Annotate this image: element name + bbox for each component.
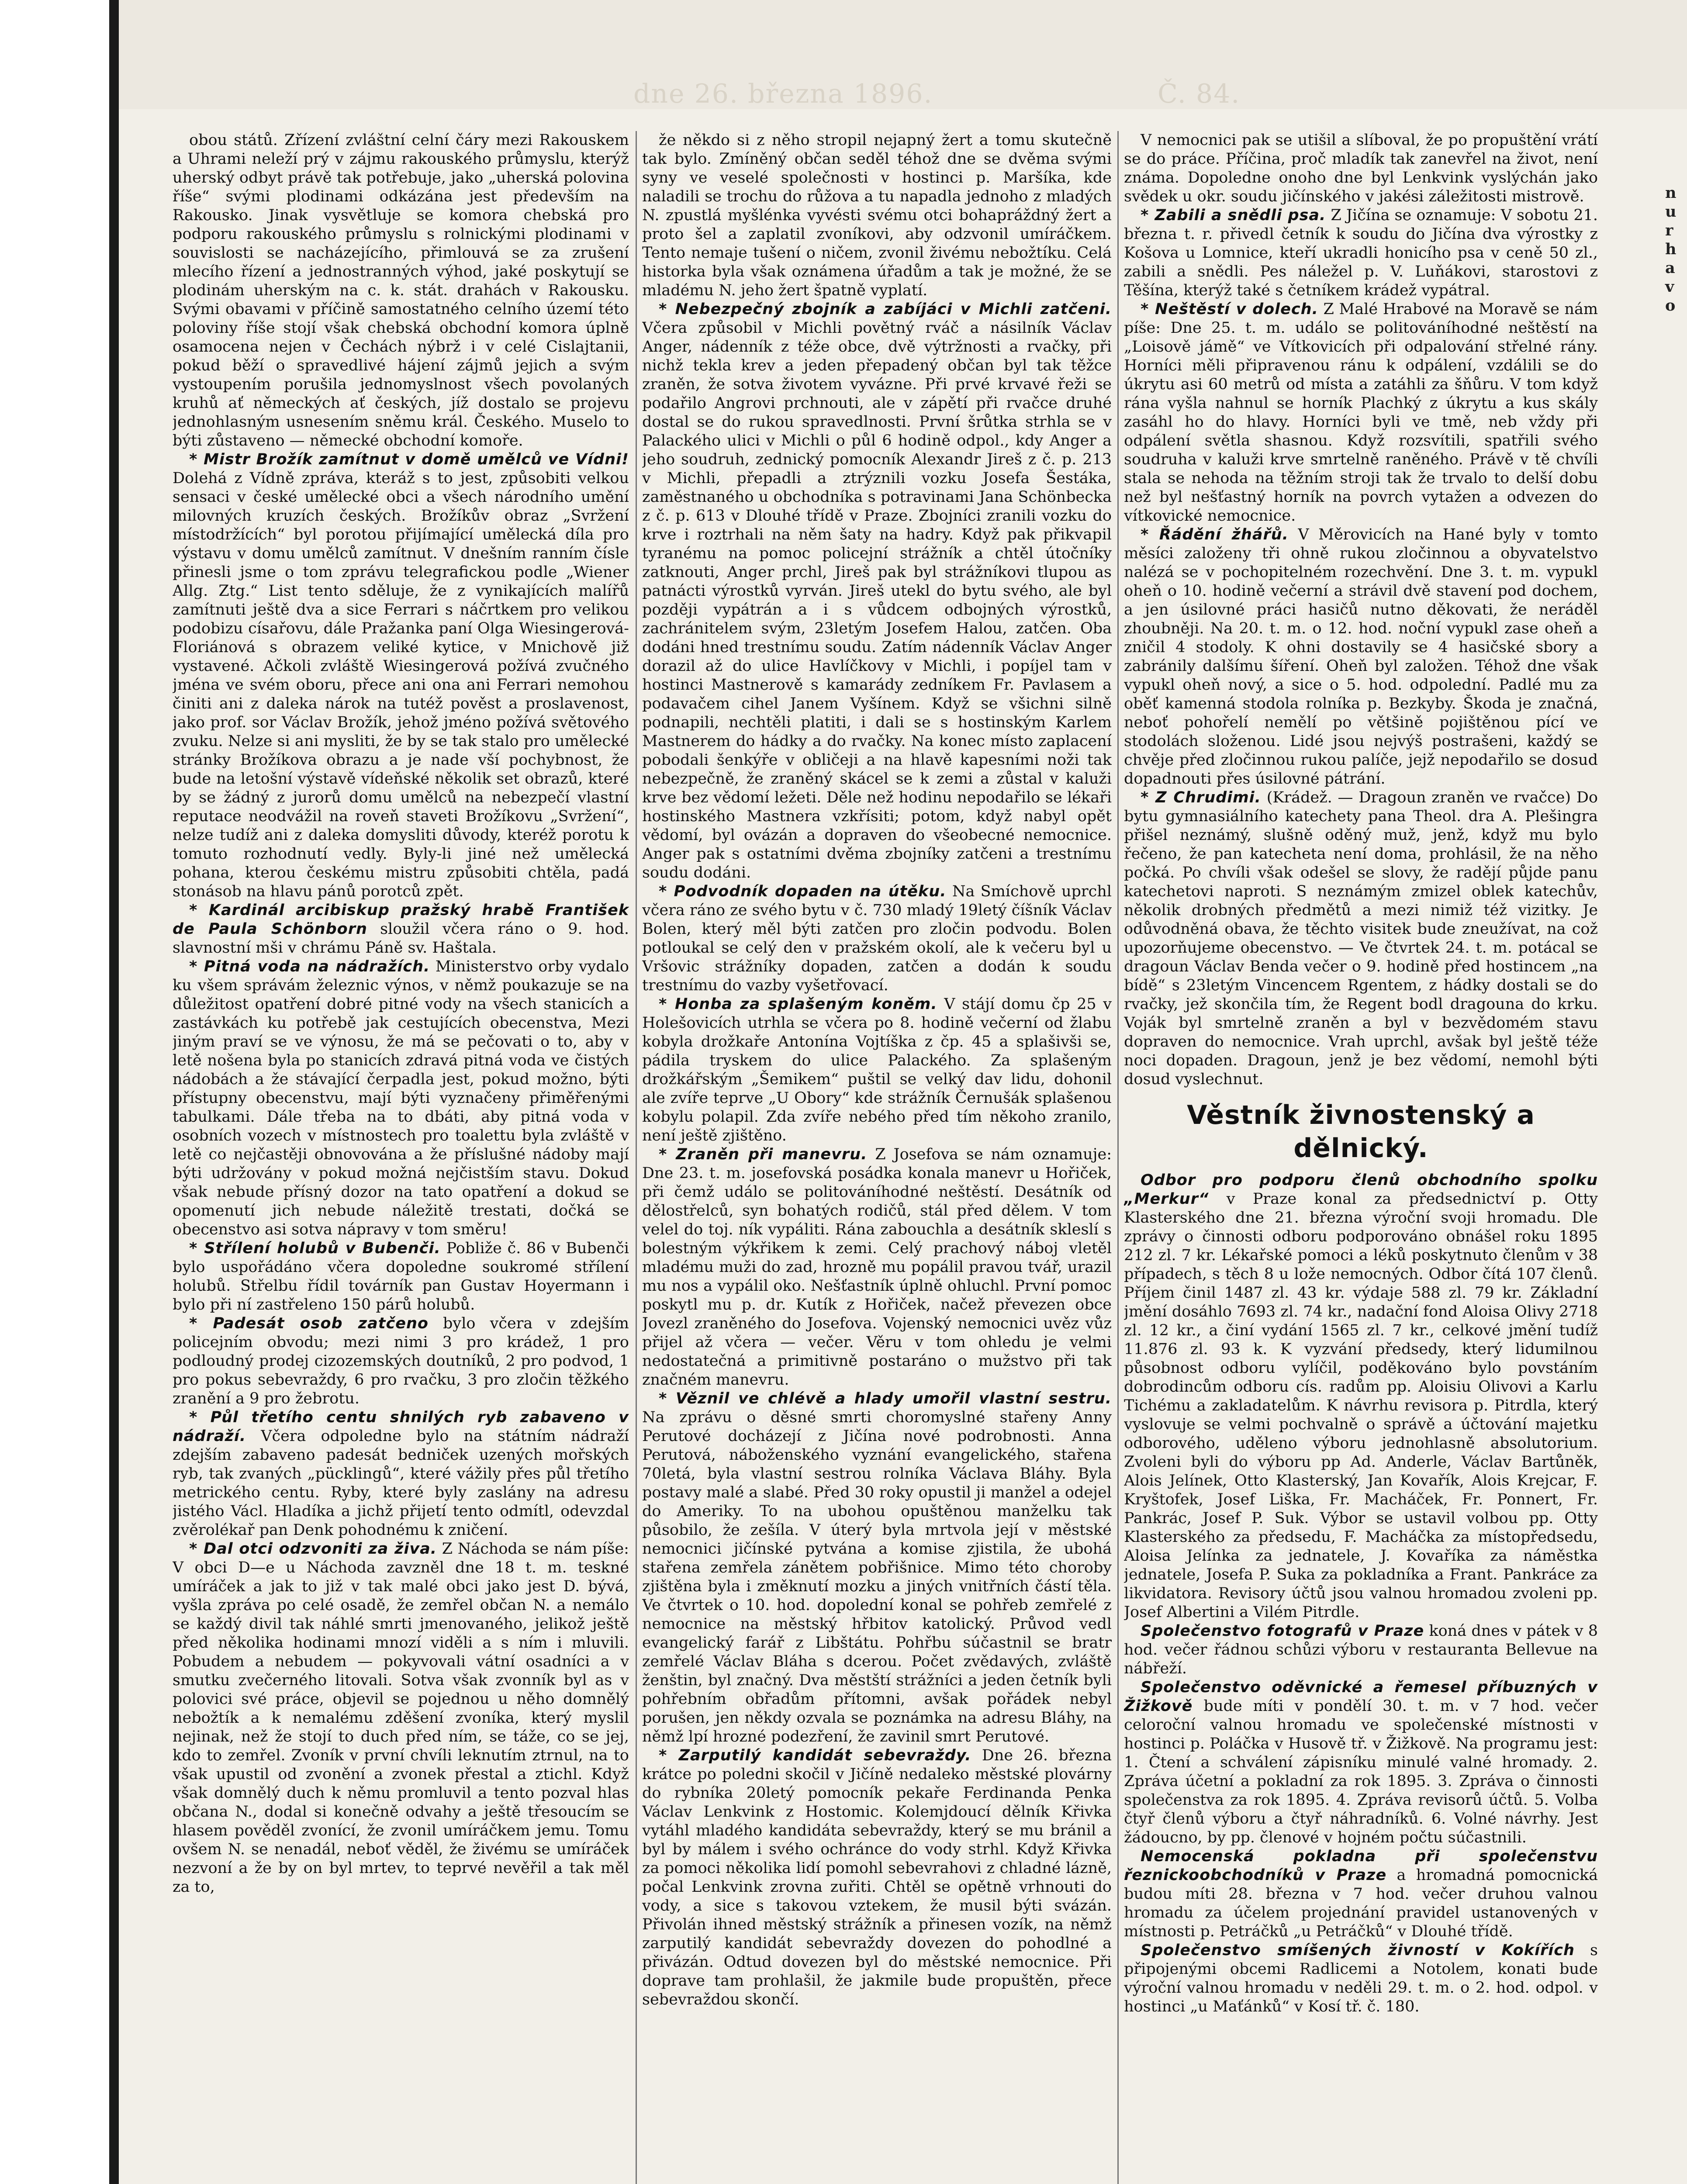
column-divider-2 (1117, 131, 1119, 2184)
news-column-3 (1124, 131, 1598, 2184)
article-paragraph (1124, 300, 1598, 525)
article-paragraph (642, 995, 1112, 1145)
cut-letter: r (1665, 221, 1673, 239)
article-text: Dne 26. března krátce po poledni skočil v Jičíně nedaleko městské plovárny do rybníka 20letý pomocník pekaře Ferdinanda Penka Václav Lenkvink z Hostomic. Kolemjdoucí dělník Křivka vytáhl mladého kandidáta sebevraždy, který se mu bránil a byl by málem i svého ochránce do vody strhl. Když Křivka za pomoci několika lidí pomohl sebevrahovi z chladné lázně, počal Lenkvink zrovna zuřiti. Chtěl se opětně vrhnouti do vody, a sice s takovou vztekem, že musil býti svázán. Přivolán ihned městský strážník a přinesen vozík, na němž zarputilý kandidát sebevraždy dovezen do pohodlné a přivázán. Odtud dovezen byl do městské nemocnice. Při doprave tam prohlašil, že jakmile bude propuštěn, přece sebevraždou skončí. (642, 1747, 1112, 2008)
article-headline: * Pitná voda na nádražích. (189, 958, 430, 975)
article-headline: * Zarputilý kandidát sebevraždy. (659, 1747, 971, 1764)
article-headline: * Nebezpečný zbojník a zabíjáci v Michli zatčeni. (659, 301, 1112, 318)
masthead-ghost-number: Č. 84. (1158, 79, 1241, 109)
article-text: koná dnes v pátek v 8 hod. večer řádnou schůzi výboru v restauranta Bellevue na nábřeží. (1124, 1622, 1598, 1677)
article-text: Z Josefova se nám oznamuje: Dne 23. t. m. josefovská posádka konala manevr u Hořiček, při čemž událo se politováníhodné neštěstí. Desátník od dělostřelců, syn bohatých rodičů, stál před dělem. V tom velel do toj. ník vypáliti. Rána zabouchla a desátník skleslí s bolestným výkřikem k zemi. Celý prachový náboj vletěl mladému muži do zad, hrozně mu popálil pravou tvář, urazil mu nos a vypálil oko. Nešťastník úplně ohluchl. První pomoc poskytl mu p. dr. Kutík z Hořiček, načež převezen obce Jovezl zraněného do Josefova. Vojenský nemocnici uvěz vůz přijel až včera — večer. Věru v tom ohledu je velmi nedostatečná a primitivně postaráno o mužstvo při tak značném manevru. (642, 1146, 1112, 1389)
article-headline: Nemocenská pokladna při společenstvu řeznickoobchodníků v Praze (1124, 1848, 1598, 1884)
article-paragraph (1124, 1678, 1598, 1847)
article-paragraph (173, 957, 629, 1239)
article-text: V Měrovicích na Hané byly v tomto měsíci založeny tři ohně rukou zločinnou a obyvatelstvo nalézá se v pochopitelném rozechvění. Dne 3. t. m. vypukl oheň o 10. hodině večerní a strávil dvě stavení pod dochem, a jen úsilovné práci hasičů nutno děkovati, že neráděl zhoubněji. Na 20. t. m. o 12. hod. noční vypukl zase oheň a zničil 4 stodoly. K ohni dostavily se 4 hasičské sbory a zabránily dalšímu šíření. Oheň byl založen. Téhož dne však vypukl oheň nový, a sice o 5. hod. odpolední. Padlé mu za oběť kamenná stodola rolníka p. Bezkyby. Škoda je značná, neboť pohořelí nemělí po většině pojištěnou pící ve stodolách složenou. Lidé jsou nejvýš postrašeni, každý se chvěje před zločinnou rukou palíče, jejž nepodařilo se dosud dopadnouti přes úsilovné pátrání. (1124, 526, 1598, 788)
page-spine-edge (109, 0, 119, 2184)
article-headline: * Z Chrudimi. (1141, 789, 1261, 806)
cut-letter: o (1665, 297, 1676, 314)
article-text: bylo včera v zdejším policejním obvodu; mezi nimi 3 pro krádež, 1 pro podloudný prodej cizozemských doutníků, 2 pro podvod, 1 pro pokus sebevraždy, 6 pro rvačku, 3 pro zločin těžkého zranění a 9 pro žebrotu. (173, 1315, 629, 1407)
section-title: Věstník živnostenský a dělnický. (1187, 1100, 1535, 1164)
article-paragraph (173, 1408, 629, 1540)
article-paragraph (642, 1389, 1112, 1746)
article-text: V nemocnici pak se utišil a slíboval, že po propuštění vrátí se do práce. Příčina, proč mladík tak zanevřel na život, není známa. Dopoledne onoho dne byl Lenkvink vyslýchán jako svědek u okr. soudu jičínského v jakési záležitosti mistrově. (1124, 131, 1598, 205)
article-text: Na zprávu o děsné smrti choromyslné stařeny Anny Perutové docházejí z Jičína nové podrobnosti. Anna Perutová, náboženského vyznání evangelického, stařena 70letá, byla vlastní sestrou rolníka Václava Bláhy. Byla postavy malé a slabé. Před 30 roky opustil ji manžel a odejel do Ameriky. To na ubohou opuštěnou manželku tak působilo, že zešíla. V úterý byla mrtvola její v městské nemocnici jičínské pytvána a komise zjistila, že ubohá stařena zemřela zánětem pobřišnice. Mimo této choroby zjištěna byla i změknutí mozku a jiných vnitřních částí těla. Ve čtvrtek o 10. hod. dopolední konal se pohřeb zemřelé z nemocnice na městský hřbitov katolický. Průvod vedl evangelický farář z Libštátu. Pohřbu súčastnil se bratr zemřelé Václav Bláha s dcerou. Počet zvědavých, zvláště ženštin, byl značný. Dva městští strážníci a jeden četník byli pohřebním obřadům přítomni, avšak pořádek nebyl porušen, jen někdy ozvala se poznámka na adresu Bláhy, na němž lpí hrozné podezření, že zavinil smrt Perutové. (642, 1409, 1112, 1745)
article-paragraph (1124, 1622, 1598, 1678)
cut-letter: u (1665, 203, 1677, 221)
article-text: že někdo si z něho stropil nejapný žert a tomu skutečně tak bylo. Zmíněný občan seděl téhož dne se dvěma svými syny ve veselé společnosti v hostinci p. Maršíka, kde naladili se trochu do růžova a tu napadla jednoho z mladých N. zpustlá myšlénka vyvésti svému otci bohapráždný žert a proto šel a zaplatil zvoníkovi, aby odzvonil umíráčkem. Tento nemaje tušení o ničem, zvonil živému nebožtíku. Celá historka byla však oznámena úřadům a tak je možné, že se mladému N. jeho žert špatně vyplatí. (642, 131, 1112, 299)
article-headline: * Neštěstí v dolech. (1141, 301, 1318, 318)
article-text: sloužil včera ráno o 9. hod. slavnostní mši v chrámu Páně sv. Haštala. (173, 920, 629, 957)
article-text: obou států. Zřízení zvláštní celní čáry mezi Rakouskem a Uhrami neleží prý v zájmu rakouského průmyslu, kterýž uherský odbyt právě tak potřebuje, jako „uherská polovina říše“ svými plodinami odkázána jest především na Rakousko. Jinak vysvětluje se komora chebská pro podporu rakouského průmyslu s rolnickými plodinami v souvislosti se nacházejícího, přimlouvá se za zrušení mlecího řízení a jednostranných výhod, jaké poskytují se plodinám uherským na c. k. stát. drahách v Rakousku. Svými obavami v příčině samostatného celního území této poloviny říše stojí však chebská obchodní komora úplně osamocena nejen v Čechách nýbrž i v celé Cislajtanii, pokud běží o spravedlivé hájení zájmů jejich a svým vystoupením porušila jednomyslnost všech povolaných kruhů ať německých ať českých, jíž dostalo se projevu jednohlasným usnesením sněmu král. Českého. Muselo to býti zůstaveno — německé obchodní komoře. (173, 131, 629, 449)
article-text: Ministerstvo orby vydalo ku všem správám železnic výnos, v němž poukazuje se na důležitost opatření dobré pitné vody na všech stanicích a zastávkách ku potřebě jak cestujících obecenstva, Mezi jiným praví se ve výnosu, že má se pečovati o to, aby v letě nošena byla po stanicích zdravá pitná voda ve čistých nádobách a že stávající čerpadla jest, pokud možno, býti přístupny obecenstvu, mají býti vyznačeny přiměřenými tabulkami. Dále třeba na to dbáti, aby pitná voda v osobních vozech v místnostech pro toalettu byla zvláště v letě co nejčastěji obnovována a že příslušné nádoby mají býti udržovány v pokud možná nejčistším stavu. Dokud však nebude přísný dozor na tato opatření a dokud se opomenutí jich nebude náležitě trestati, dočká se obecenstvo asi sotva nápravy v tom směru! (173, 958, 629, 1238)
article-headline: * Honba za splašeným koněm. (659, 995, 937, 1013)
article-headline: * Střílení holubů v Bubenči. (189, 1240, 441, 1257)
article-paragraph (1124, 131, 1598, 206)
cut-letter: a (1665, 259, 1675, 277)
article-text: Z Malé Hrabové na Moravě se nám píše: Dne 25. t. m. událo se politováníhodné neštěstí na „Loisově jámě“ ve Vítkovicích při odpalování střelné rány. Horníci měli připravenou ránu k odpálení, vzdálili se do úkrytu asi 60 metrů od místa a zatáhli za šňůru. V tom když rána vyšla nahnul se horník Plachký z úkrytu a kus skály zasáhl ho do hlavy. Horníci byli ve tmě, neb vždy při odpálení světla shasnou. Když rozsvítili, spatřili svého soudruha v kaluži krve smrtelně raněného. Právě v tě chvíli stala se nehoda na těžním stroji tak že trvalo to delší dobu než byl nešťastný horník na povrch vytažen a odvezen do vítkovické nemocnice. (1124, 301, 1598, 525)
article-text: v Praze konal za předsednictví p. Otty Klasterského dne 21. března výroční svoji hromadu. Dle zprávy o činnosti odboru podporováno obnášel roku 1895 212 zl. 7 kr. Lékařské pomoci a léků poskytnuto členům v 38 případech, s těch 8 u lože nemocných. Odbor čítá 107 členů. Příjem činil 1487 zl. 43 kr. výdaje 588 zl. 79 kr. Základní jmění dosáhlo 7693 zl. 74 kr., nadační fond Aloisa Olivy 2718 zl. 12 kr., a činí vydání 1565 zl. 7 kr., celkové jmění tudíž 11.876 zl. 93 k. K vyzvání předsedy, který lidumilnou působnost odboru vylíčil, poděkováno bylo povstáním dobrodincům odboru cís. radům pp. Aloisiu Olivovi a Karlu Tichému a zakladatelům. K návrhu revisora p. Pitrdla, který vyslovuje se velmi pochvalně o správě a účtování majetku odborového, uděleno výboru jednohlasně absolutorium. Zvoleni byli do výboru pp Ad. Anderle, Václav Bartůněk, Alois Jelínek, Otto Klasterský, Jan Kovařík, Alois Krejcar, F. Kryštofek, Josef Liška, Fr. Macháček, Fr. Ponnert, Fr. Pankrác, Josef P. Suk. Výbor se ustavil volbou pp. Otty Klasterského za předsedu, F. Macháčka za místopředsedu, Aloisa Jelínka za jednatele, J. Kovaříka za náměstka jednatele, Josefa P. Suka za pokladníka a Frant. Pankráce za likvidatora. Revisory účtů jsou valnou hromadou zvoleni pp. Josef Albertini a Vilém Pitrdle. (1124, 1190, 1598, 1621)
article-headline: Společenstvo fotografů v Praze (1141, 1622, 1424, 1640)
article-paragraph (1124, 1847, 1598, 1941)
article-text: Včera odpoledne bylo na státním nádraží zdejším zabaveno padesát bedniček uzených mořských ryb, tak zvaných „pücklingů“, které vážily přes půl třetího metrického centu. Ryby, které byly zaslány na adresu jistého Václ. Hladíka a jichž přijetí tento odmítl, odevzdal zvěrolékař pan Denk pohodnému k zničení. (173, 1427, 629, 1539)
article-text: Dolehá z Vídně zpráva, kteráž s to jest, způsobiti velkou sensaci v české umělecké obci a všech národního umění milovných kruzích českých. Brožíkův obraz „Svržení místodržících“ byl porotou přijímající umělecká díla pro výstavu v domu umělců zamítnut. V dnešním ranním čísle přinesli jsme o tom zprávu telegrafickou podle „Wiener Allg. Ztg.“ List tento sděluje, že z vynikajících malířů zamítnuti ještě dva a sice Ferrari s náčrtkem pro velikou podobizu císařovu, dále Pražanka paní Olga Wiesingerová-Floriánová s obrazem veliké kytice, v Mnichově již vystavené. Ačkoli zvláště Wiesingerová požívá zvučného jména ve svém oboru, přece ani ona ani Ferrari nemohou činiti ani z daleka nárok na tutéž pověst a proslavenost, jako prof. sor Václav Brožík, jehož jméno požívá světového zvuku. Nelze si ani mysliti, že by se tak stalo pro umělecké stránky Brožíkova obrazu a je nade vší pochybnost, že bude na letošní výstavě vídeňské několik set obrazů, které by se žádný z jurorů domu umělců na nebezpečí vlastní reputace neodvážil na roveň staveti Brožíkovu „Svržení“, nelze tudíž ani z daleka domysliti důvody, kteréž porotu k tomuto rozhodnutí vedly. Byly-li jiné než umělecká pohana, kterou českému mistru způsobiti chtěla, padá stonásob na hlavu pánů porotců zpět. (173, 470, 629, 900)
article-paragraph (173, 901, 629, 957)
article-paragraph (173, 450, 629, 901)
article-paragraph (1124, 206, 1598, 300)
article-paragraph (642, 131, 1112, 300)
article-headline: * Padesát osob zatčeno (189, 1315, 429, 1332)
article-headline: Společenstvo oděvnické a řemesel příbuzných v Žižkově (1124, 1679, 1598, 1715)
news-column-1 (173, 131, 629, 2184)
article-headline: * Půl třetího centu shnilých ryb zabaveno v nádraží. (173, 1409, 629, 1445)
article-headline: Společenstvo smíšených živností v Kokířích (1141, 1942, 1575, 1959)
article-headline: * Zabili a snědli psa. (1141, 207, 1326, 224)
article-text: Pobliže č. 86 v Bubenči bylo uspořádáno včera dopoledne soukromé střílení holubů. Střelbu řídil továrník pan Gustav Hoyermann i bylo při ní zastřeleno 150 párů holubů. (173, 1240, 629, 1313)
article-text: Na Smíchově uprchl včera ráno ze svého bytu v č. 730 mladý 19letý číšník Václav Bolen, který měl býti zatčen pro zločin podvodu. Bolen potloukal se celý den v pražském okolí, ale k večeru byl u Vršovic strážníky dopaden, zatčen a dodán k soudu trestnímu do vazby vyšetřovací. (642, 883, 1112, 994)
article-text: V stájí domu čp 25 v Holešovicích utrhla se včera po 8. hodině večerní od žlabu kobyla drožkaře Antonína Vojtíška z čp. 45 a splašivši se, pádila tryskem do ulice Palackého. Za splašeným drožkářským „Šemikem“ puštil se velký dav lidu, dohonil ale zvíře teprve „U Obory“ kde strážník Černušák splašenou kobylu polapil. Zda zvíře nebého před tím někoho zranilo, není ještě zjištěno. (642, 995, 1112, 1144)
article-paragraph (173, 131, 629, 450)
article-paragraph (642, 882, 1112, 995)
article-text: a hromadná pomocnická budou míti 28. března v 7 hod. večer druhou valnou hromadu za účelem projednání pravidel ustanovených v místnosti p. Petráčků „u Petráčků“ v Dlouhé třídě. (1124, 1866, 1598, 1940)
article-paragraph (642, 300, 1112, 882)
article-paragraph (173, 1540, 629, 1897)
article-text: Z Náchoda se nám píše: V obci D—e u Náchoda zavzněl dne 18 t. m. teskné umíráček a jak to již v tak malé obci jako jest D. bývá, vyšla zpráva po celé osadě, že zemřel občan N. a nemálo se každý divil tak náhlé smrti jmenovaného, jelikož ještě před několika hodinami mnozí viděli a s ním i mluvili. Pobudem a nebudem — pokyvovali vátní osadníci a v smutku zvečerného litovali. Sotva však zvonník byl as v polovici své práce, objevil se pojednou u něho domnělý nebožtík a k nemalému zděšení zvoníka, který myslil nejinak, než že stojí to duch před ním, se táže, co se jej, kdo to zemřel. Zvoník v první chvíli leknutím ztrnul, na to však upustil od zvonění a zvonek přestal a ztichl. Když však domnělý duch k němu promluvil a tento pozval hlas občana N., dodal si konečně odvahy a ještě třesoucím se hlasem pověděl zvonící, že zvonil umíráčkem jemu. Tomu ovšem N. se nenadál, neboť věděl, že živému se umíráček nezvoní a že by on byl mrtev, to teprvé nevěřil a tak měl za to, (173, 1540, 629, 1896)
article-paragraph (173, 1239, 629, 1314)
article-headline: * Dal otci odzvoniti za živa. (189, 1540, 437, 1558)
article-headline: * Kardinál arcibiskup pražský hrabě František de Paula Schönborn (173, 902, 629, 938)
article-text: (Krádež. — Dragoun zraněn ve rvačce) Do bytu gymnasiálního katechety pana Theol. dra A. Plešingra přišel neznámý, slušně oděný muž, jenž, když mu bylo řečeno, že pan katecheta není doma, prohlásil, že na něho počká. Po chvíli však odešel se slovy, že radějí půjde panu katechetovi naproti. S neznámým zmizel oblek katechův, několik drobných předmětů a mezi nimiž též vizitky. Je odůvodněná obava, že těchto visitek bude zneužívat, na což upozorňujeme obecenstvo. — Ve čtvrtek 24. t. m. potácal se dragoun Václav Benda večer o 9. hodině před hostincem „na bídě“ s 23letým Vincencem Rgentem, z hádky dostali se do rvačky, jež skončila tím, že Regent bodl dragouna do krku. Voják byl smrtelně zraněn a byl v bezvědomém stavu dopraven do nemocnice. Vrah uprchl, avšak byl ještě téže noci dopaden. Dragoun, jenž je bez vědomí, nemohl býti dosud vyslechnut. (1124, 789, 1598, 1088)
article-paragraph (1124, 788, 1598, 1089)
article-headline: Odbor pro podporu členů obchodního spolku „Merkur“ (1124, 1171, 1598, 1208)
article-paragraph (1124, 1941, 1598, 2016)
cut-letter: h (1665, 240, 1677, 258)
article-headline: * Řádění žhářů. (1141, 526, 1289, 543)
adjacent-page-cut-text (1665, 183, 1687, 315)
article-text: s připojenými obcemi Radlicemi a Notolem, konati bude výroční valnou hromadu v neděli 29. t. m. o 2. hod. odpol. v hostinci „u Maťánků“ v Kosí tř. č. 180. (1124, 1942, 1598, 2015)
article-headline: * Věznil ve chlévě a hlady umořil vlastní sestru. (659, 1390, 1112, 1407)
masthead-ghost-date: dne 26. března 1896. (633, 79, 933, 109)
article-text: Z Jičína se oznamuje: V sobotu 21. března t. r. přivedl četník k soudu do Jičína dva výrostky z Košova u Lomnice, kteří ukradli honicího psa v ceně 50 zl., zabili a snědli. Pes náležel p. V. Luňákovi, starostovi z Těšína, kterýž také s četníkem krádež vypátral. (1124, 207, 1598, 299)
cut-letter: v (1665, 278, 1674, 296)
news-column-2 (642, 131, 1112, 2184)
article-headline: * Podvodník dopaden na útěku. (659, 883, 947, 900)
article-headline: * Zraněn při manevru. (659, 1146, 868, 1163)
article-text: bude míti v pondělí 30. t. m. v 7 hod. večer celoroční valnou hromadu ve společenské místnosti v hostinci p. Poláčka v Husově tř. v Žižkově. Na programu jest: 1. Čtení a schválení zápisníku minulé valné hromady. 2. Zpráva účetní a pokladní za rok 1895. 3. Zpráva o činnosti společenstva za rok 1895. 4. Zpráva revisorů účtů. 5. Volba čtyř členů výboru a čtyř náhradníků. 6. Volné návrhy. Jest žádoucno, by pp. členové v hojném počtu súčastnili. (1124, 1697, 1598, 1846)
article-paragraph (1124, 525, 1598, 788)
article-paragraph (1124, 1171, 1598, 1622)
article-paragraph (173, 1314, 629, 1408)
cut-letter: n (1665, 184, 1677, 202)
article-headline: * Mistr Brožík zamítnut v domě umělců ve Vídni! (189, 451, 629, 468)
article-paragraph (642, 1746, 1112, 2009)
article-text: Včera způsobil v Michli povětný rváč a násilník Václav Anger, nádenník z téže obce, dvě výtržnosti a rvačky, při nichž tekla krev a jeden přepadený občan byl tak těžce zraněn, že sotva životem vyvázne. Při prvé krvavé řeži se podařilo Angrovi prchnouti, ale v zápětí při rvačce druhé dostal se do rukou spravedlnosti. První šrůtka strhla se v Palackého ulici v Michli o půl 6 hodině odpol., kdy Anger a jeho soudruh, zednický pomocník Alexandr Jireš z č. p. 213 v Michli, přepadli a ztrýznili vozku Josefa Šestáka, zaměstnaného u obchodníka s potravinami Jana Schönbecka z č. p. 613 v Dlouhé třídě v Praze. Zbojníci zranili vozku do krve i roztrhali na něm šaty na hadry. Když pak přikvapil tyranému na pomoc policejní strážník a chtěl útočníky zatknouti, Anger prchl, Jireš pak byl strážníkovi tlupou as patnácti výrostků vyrván. Jireš utekl do bytu svého, ale byl později vypátrán a i s vůdcem odbojných výrostků, zachránitelem svým, 23letým Josefem Halou, zatčen. Oba dodáni hned trestnímu soudu. Zatím nádenník Václav Anger dorazil až do ulice Havlíčkovy v Michli, i popíjel tam v hostinci Mastnerově s kamarády zedníkem Fr. Pavlasem a podavačem cihel Janem Vyšínem. Když se všichni silně podnapili, nechtěli platiti, i dali se s hostinským Karlem Mastnerem do hádky a do rvačky. Na konec místo zaplacení pobodali šenkýře v obličeji a na hlavě kapesními noži tak nebezpečně, že zraněný skácel se k zemi a zůstal v kaluži krve bez vědomí ležeti. Děle než hodinu nepodařilo se lékaři hostinského Mastnera vzkřísiti; potom, když nabyl opět vědomí, byl ovázán a dopraven do všeobecné nemocnice. Anger pak s ostatními dvěma zbojníky zatčeni a trestnímu soudu dodáni. (642, 319, 1112, 881)
column-divider-1 (636, 131, 637, 2184)
article-paragraph (642, 1145, 1112, 1389)
